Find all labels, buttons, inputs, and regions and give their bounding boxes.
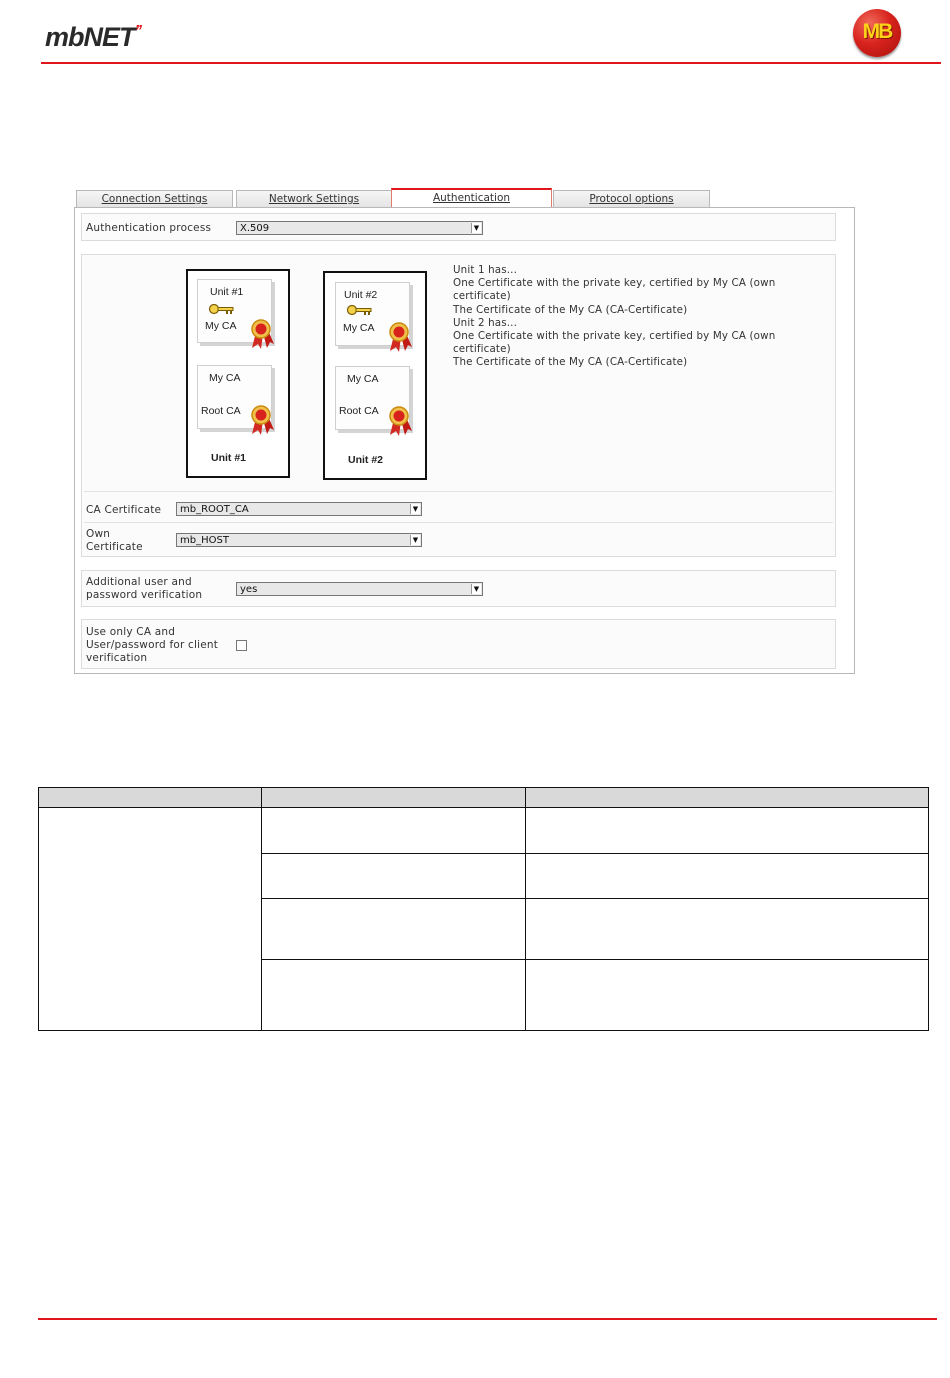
- additional-verification-label: Additional user and password verification: [86, 576, 203, 601]
- table-header-cell: [262, 788, 526, 808]
- table-cell: [262, 960, 526, 1031]
- unit1-ca-certificate: [197, 365, 272, 429]
- unit2-diagram: [323, 271, 427, 480]
- key-icon: [208, 303, 234, 315]
- unit2-ca-cert-root: Root CA: [339, 405, 379, 417]
- table-header-row: [39, 788, 929, 808]
- authentication-panel: [74, 207, 855, 674]
- ca-only-label: Use only CA and User/password for client verification: [86, 626, 219, 664]
- table-header-cell: [39, 788, 262, 808]
- ca-certificate-value: mb_ROOT_CA: [180, 504, 249, 515]
- footer-rule: [38, 1318, 937, 1320]
- tab-connection-settings[interactable]: Connection Settings: [76, 190, 233, 207]
- certificate-group: [81, 254, 836, 557]
- ca-certificate-select[interactable]: [176, 502, 422, 516]
- auth-process-value: X.509: [240, 223, 270, 234]
- header-rule: [41, 62, 941, 64]
- table-row: [39, 808, 929, 854]
- additional-verification-select[interactable]: [236, 582, 483, 596]
- certificate-info-text: Unit 1 has... One Certificate with the private key, certified by My CA (own certificate) The Certificate of the My CA (CA-Certificate) Unit 2 has... One Certificate with the private key, certified by My CA (own certificate) The Certificate of the My CA (CA-Certificate): [453, 264, 776, 369]
- tab-authentication[interactable]: Authentication: [391, 188, 552, 208]
- seal-icon: [250, 404, 274, 436]
- auth-process-label: Authentication process: [86, 222, 212, 234]
- tab-network-settings[interactable]: Network Settings: [236, 190, 392, 207]
- unit2-ca-certificate: [335, 366, 410, 430]
- additional-verification-value: yes: [240, 584, 258, 595]
- own-certificate-select[interactable]: [176, 533, 422, 547]
- own-certificate-value: mb_HOST: [180, 535, 229, 546]
- seal-icon: [388, 321, 412, 353]
- table-cell: [526, 854, 929, 899]
- unit1-caption: Unit #1: [211, 452, 247, 464]
- brand-logo: mbNET’’: [45, 22, 141, 52]
- chevron-down-icon: ▼: [471, 223, 481, 233]
- key-icon: [346, 304, 372, 316]
- table-cell: [526, 808, 929, 854]
- seal-icon: [250, 318, 274, 350]
- tab-protocol-options[interactable]: Protocol options: [553, 190, 710, 207]
- unit1-cert-title: Unit #1: [210, 286, 244, 298]
- ca-only-checkbox[interactable]: [236, 640, 247, 651]
- auth-process-group: [81, 213, 836, 241]
- seal-icon: [388, 405, 412, 437]
- table-header-cell: [526, 788, 929, 808]
- table-cell: [262, 899, 526, 960]
- own-certificate-label: Own Certificate: [86, 528, 143, 553]
- table-cell: [526, 960, 929, 1031]
- mb-logo: MB: [853, 9, 901, 57]
- unit1-ca-cert-title: My CA: [209, 372, 241, 384]
- table-cell: [262, 808, 526, 854]
- unit1-diagram: [186, 269, 290, 478]
- chevron-down-icon: ▼: [410, 535, 420, 545]
- table-cell: [262, 854, 526, 899]
- unit1-cert-ca: My CA: [205, 320, 237, 332]
- ca-only-group: [81, 619, 836, 669]
- chevron-down-icon: ▼: [410, 504, 420, 514]
- additional-verification-group: [81, 570, 836, 607]
- unit1-ca-cert-root: Root CA: [201, 405, 241, 417]
- table-cell: [39, 808, 262, 1031]
- unit2-cert-title: Unit #2: [344, 289, 378, 301]
- divider: [84, 522, 833, 523]
- parameter-table: [38, 787, 929, 1031]
- divider: [84, 491, 833, 492]
- ca-certificate-label: CA Certificate: [86, 504, 162, 516]
- unit2-caption: Unit #2: [348, 454, 384, 466]
- chevron-down-icon: ▼: [471, 584, 481, 594]
- auth-process-select[interactable]: [236, 221, 483, 235]
- unit2-cert-ca: My CA: [343, 322, 375, 334]
- unit1-own-certificate: [197, 279, 272, 343]
- unit2-own-certificate: [335, 282, 410, 346]
- unit2-ca-cert-title: My CA: [347, 373, 379, 385]
- table-cell: [526, 899, 929, 960]
